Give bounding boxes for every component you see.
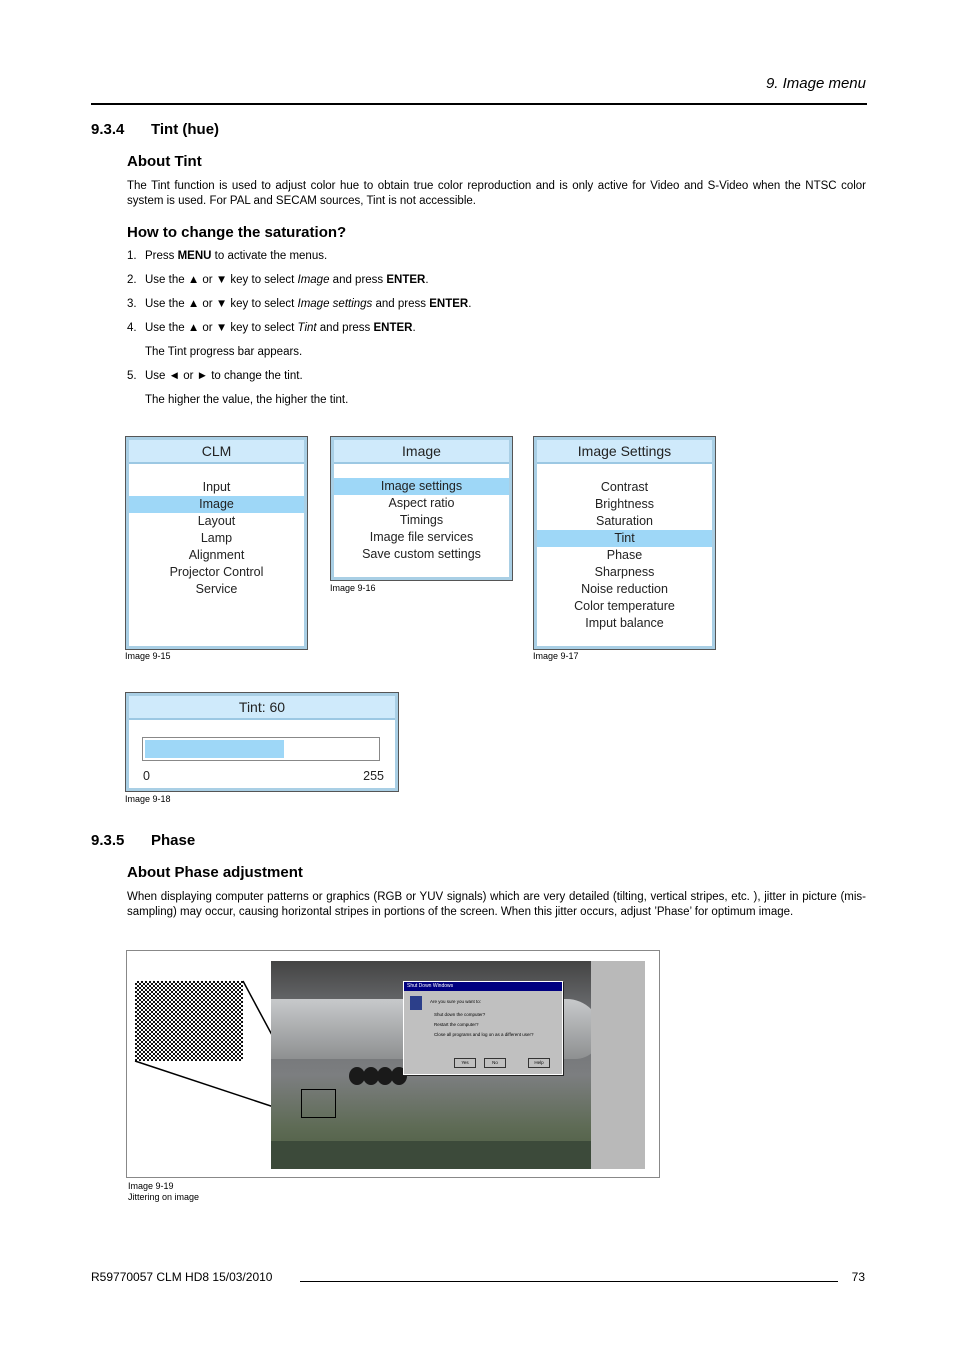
zoom-region-box [301, 1089, 336, 1118]
clm-menu-title-bar [129, 462, 304, 464]
step-4-note: The Tint progress bar appears. [145, 346, 303, 358]
image-settings-menu-item[interactable]: Sharpness [594, 565, 655, 579]
image-settings-menu-item[interactable]: Contrast [600, 480, 649, 494]
side-panel [591, 961, 645, 1169]
howto-heading: How to change the saturation? [127, 224, 347, 241]
step-5-note: The higher the value, the higher the tint. [145, 394, 349, 406]
tint-title-bar [129, 718, 395, 720]
clm-menu-item[interactable]: Alignment [188, 548, 245, 562]
image-settings-menu-item[interactable]: Phase [606, 548, 643, 562]
footer-rule [300, 1281, 838, 1282]
about-tint-text: The Tint function is used to adjust color hue to obtain true color reproduction and is only active for Video and S-Video when the NTSC color system is used. For PAL and SECAM sources, Tint is not accessible. [127, 180, 866, 207]
image-menu-item[interactable]: Aspect ratio [388, 496, 455, 510]
computer-icon [410, 996, 422, 1010]
image-settings-menu [533, 436, 716, 650]
image-settings-menu-title: Image Settings [537, 440, 712, 462]
step-4: 4. Use the ▲ or ▼ key to select Tint and press ENTER. [127, 322, 416, 334]
section-title: Phase [151, 832, 196, 849]
dialog-option[interactable]: Shut down the computer? [434, 1012, 486, 1017]
shutdown-dialog [403, 981, 563, 1075]
dialog-yes-button[interactable]: Yes [454, 1058, 476, 1068]
section-title: Tint (hue) [151, 121, 220, 138]
dialog-title: Shut Down Windows [404, 982, 562, 991]
dialog-no-button[interactable]: No [484, 1058, 506, 1068]
tint-max-label: 255 [363, 769, 384, 783]
caption-image-9-15: Image 9-15 [125, 651, 171, 661]
clm-menu-item[interactable]: Projector Control [169, 565, 264, 579]
header-rule [91, 103, 867, 105]
caption-text-9-19: Jittering on image [128, 1192, 200, 1202]
clm-menu [125, 436, 308, 650]
about-phase-heading: About Phase adjustment [127, 864, 303, 881]
tint-progress-track[interactable] [142, 737, 380, 761]
caption-image-9-18: Image 9-18 [125, 794, 171, 804]
tint-progress-fill [145, 740, 284, 758]
section-number: 9.3.4 [91, 121, 125, 138]
about-phase-text: When displaying computer patterns or graphics (RGB or YUV signals) which are very detailed (tilting, vertical stripes, etc. ), jitter in picture (mis-sampling) may occur, causing horizontal stripes in portions of the screen. When this jitter occurs, adjust ’Phase’ for optimum image. [127, 891, 866, 918]
screenshot-image [271, 961, 645, 1169]
image-menu-title: Image [334, 440, 509, 462]
image-settings-menu-item[interactable]: Brightness [594, 497, 655, 511]
image-menu-item[interactable]: Save custom settings [362, 547, 481, 561]
image-settings-menu-item-selected[interactable]: Tint [537, 530, 712, 547]
clm-menu-title: CLM [129, 440, 304, 462]
image-settings-menu-item[interactable]: Imput balance [585, 616, 664, 630]
image-menu [330, 436, 513, 581]
page-number: 73 [851, 1270, 865, 1284]
section-heading-tint [91, 121, 219, 138]
image-menu-item-selected[interactable]: Image settings [334, 478, 509, 495]
image-menu-item[interactable]: Image file services [369, 530, 474, 544]
jitter-figure [126, 950, 660, 1178]
clm-menu-item-selected[interactable]: Image [129, 496, 304, 513]
image-menu-item[interactable]: Timings [399, 513, 444, 527]
image-settings-menu-item[interactable]: Saturation [596, 514, 653, 528]
image-settings-menu-item[interactable]: Color temperature [574, 599, 675, 613]
step-1: 1. Press MENU to activate the menus. [127, 250, 328, 262]
footer-doc-info: R59770057 CLM HD8 15/03/2010 [91, 1270, 273, 1284]
clm-menu-item[interactable]: Input [202, 480, 231, 494]
caption-image-9-16: Image 9-16 [330, 583, 376, 593]
step-5: 5. Use ◄ or ► to change the tint. [127, 370, 303, 382]
clm-menu-item[interactable]: Layout [197, 514, 236, 528]
dialog-option[interactable]: Restart the computer? [434, 1022, 479, 1027]
tint-progress-window [125, 692, 399, 792]
step-2: 2. Use the ▲ or ▼ key to select Image and press ENTER. [127, 274, 429, 286]
section-number: 9.3.5 [91, 832, 125, 849]
dialog-help-button[interactable]: Help [528, 1058, 550, 1068]
section-heading-phase [91, 832, 195, 849]
dialog-question: Are you sure you want to: [430, 999, 482, 1004]
clm-menu-item[interactable]: Lamp [200, 531, 233, 545]
tint-title: Tint: 60 [129, 696, 395, 718]
runway-shape [271, 1141, 645, 1169]
image-settings-menu-item[interactable]: Noise reduction [581, 582, 668, 596]
image-settings-menu-title-bar [537, 462, 712, 464]
caption-image-9-19: Image 9-19 [128, 1181, 174, 1191]
dialog-option[interactable]: Close all programs and log on as a different user? [434, 1032, 534, 1037]
clm-menu-item[interactable]: Service [195, 582, 238, 596]
image-menu-title-bar [334, 462, 509, 464]
caption-image-9-17: Image 9-17 [533, 651, 579, 661]
step-3: 3. Use the ▲ or ▼ key to select Image settings and press ENTER. [127, 298, 472, 310]
about-tint-heading: About Tint [127, 153, 202, 170]
tint-min-label: 0 [143, 769, 150, 783]
running-header: 9. Image menu [765, 75, 866, 92]
